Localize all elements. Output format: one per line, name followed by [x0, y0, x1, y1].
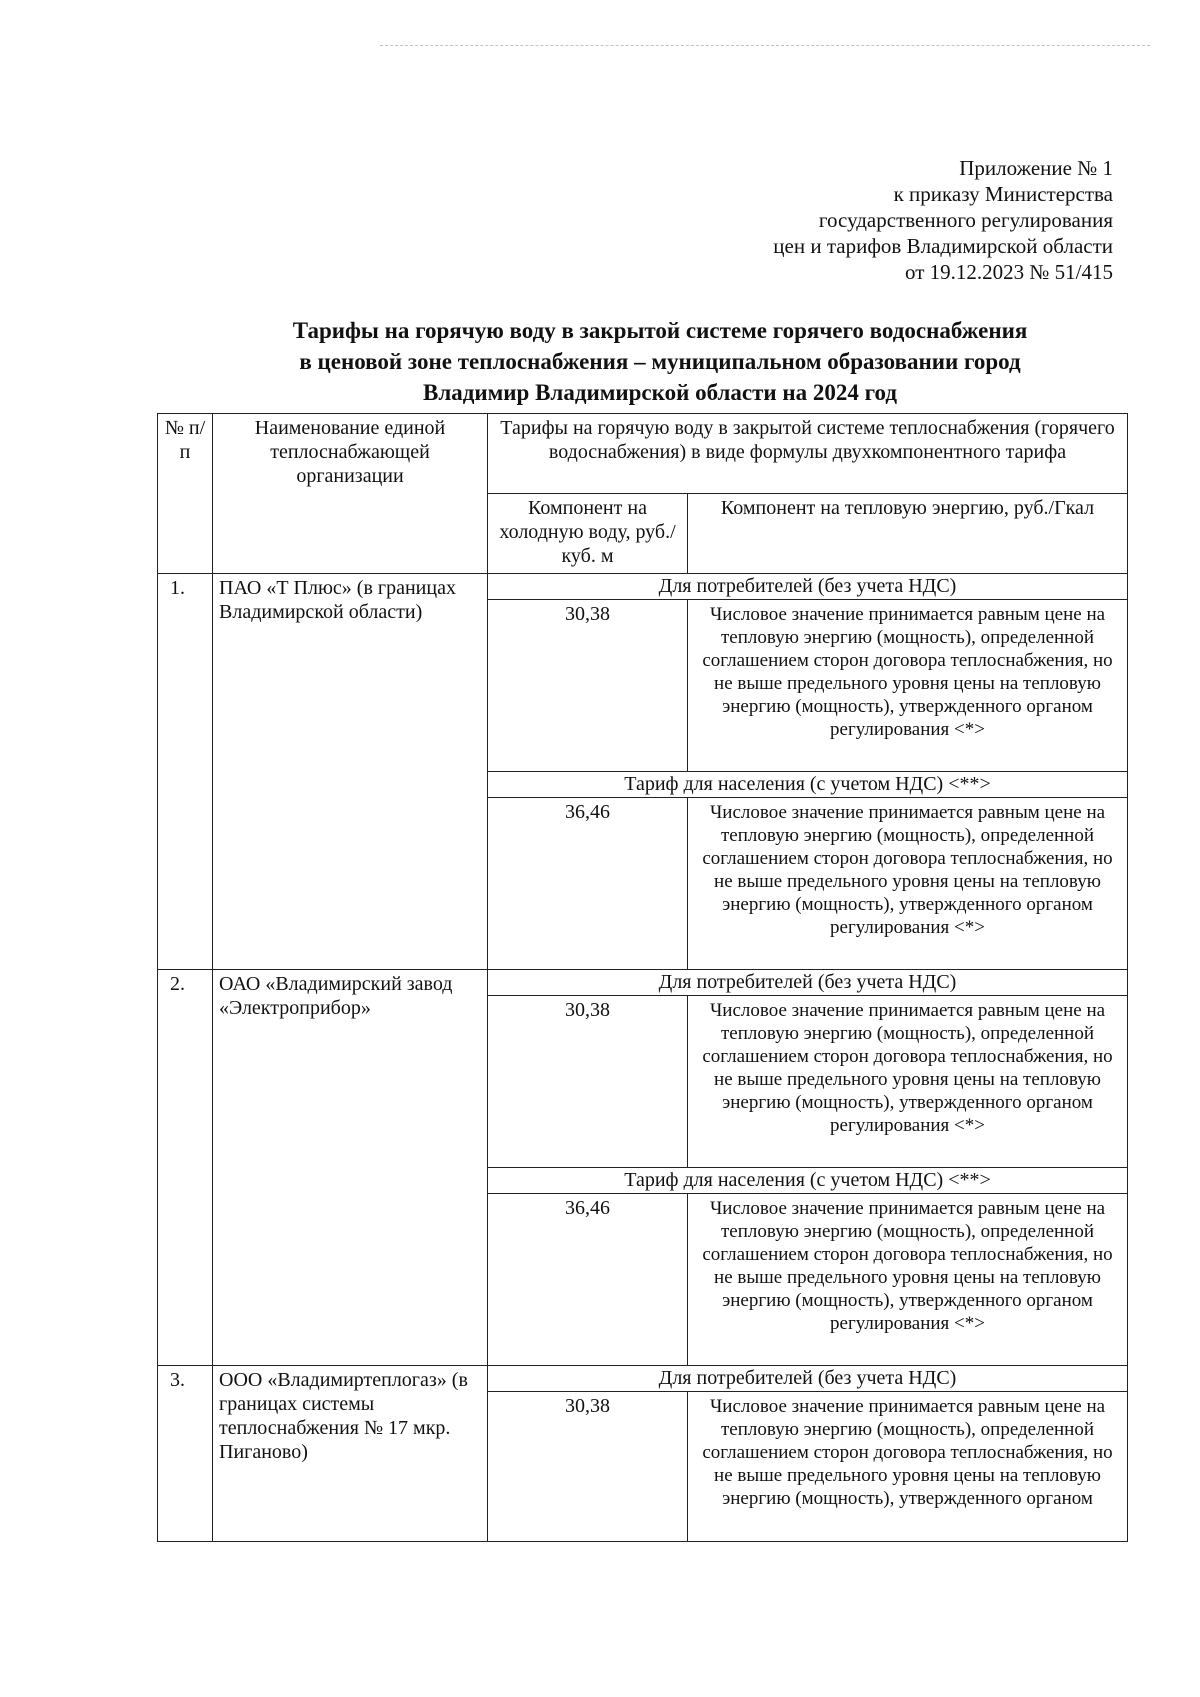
- row-organization: ООО «Владимиртеплогаз» (в границах системы теплоснабжения № 17 мкр. Пиганово): [213, 1366, 488, 1542]
- consumers-label: Для потребителей (без учета НДС): [488, 574, 1128, 600]
- header-org: Наименование единой теплоснабжающей организации: [213, 414, 488, 574]
- cold-water-value: 30,38: [488, 600, 688, 772]
- consumers-label: Для потребителей (без учета НДС): [488, 1366, 1128, 1392]
- heat-energy-description: Числовое значение принимается равным цене на тепловую энергию (мощность), определенной соглашением сторон договора теплоснабжения, но не выше предельного уровня цены на тепловую энергию (мощность), утвержденного органом регулирования <*>: [688, 996, 1128, 1168]
- population-label: Тариф для населения (с учетом НДС) <**>: [488, 1168, 1128, 1194]
- header-tariff: Тарифы на горячую воду в закрытой системе теплоснабжения (горячего водоснабжения) в виде формулы двухкомпонентного тарифа: [488, 414, 1128, 494]
- appendix-line-2: к приказу Министерства: [893, 182, 1113, 206]
- row-number: 2.: [158, 970, 213, 1366]
- document-title: [160, 315, 1160, 408]
- heat-energy-description: Числовое значение принимается равным цене на тепловую энергию (мощность), определенной соглашением сторон договора теплоснабжения, но не выше предельного уровня цены на тепловую энергию (мощность), утвержденного органом: [688, 1392, 1128, 1542]
- header-num: № п/п: [158, 414, 213, 574]
- cold-water-value: 36,46: [488, 1194, 688, 1366]
- table-row: [158, 1366, 1128, 1392]
- table-row: [158, 574, 1128, 600]
- heat-energy-description: Числовое значение принимается равным цене на тепловую энергию (мощность), определенной соглашением сторон договора теплоснабжения, но не выше предельного уровня цены на тепловую энергию (мощность), утвержденного органом регулирования <*>: [688, 1194, 1128, 1366]
- cold-water-value: 30,38: [488, 996, 688, 1168]
- appendix-line-5: от 19.12.2023 № 51/415: [904, 260, 1113, 284]
- tariffs-table: [157, 413, 1128, 1542]
- population-label: Тариф для населения (с учетом НДС) <**>: [488, 772, 1128, 798]
- cold-water-value: 36,46: [488, 798, 688, 970]
- row-organization: ОАО «Владимирский завод «Электроприбор»: [213, 970, 488, 1366]
- appendix-line-4: цен и тарифов Владимирской области: [773, 234, 1113, 258]
- row-organization: ПАО «Т Плюс» (в границах Владимирской области): [213, 574, 488, 970]
- appendix-reference: [773, 155, 1113, 285]
- appendix-line-3: государственного регулирования: [818, 208, 1113, 232]
- appendix-line-1: Приложение № 1: [959, 156, 1113, 180]
- cold-water-value: 30,38: [488, 1392, 688, 1542]
- table-row: [158, 970, 1128, 996]
- consumers-label: Для потребителей (без учета НДС): [488, 970, 1128, 996]
- row-number: 3.: [158, 1366, 213, 1542]
- scan-artifact-line: [380, 45, 1150, 46]
- title-line-2: в ценовой зоне теплоснабжения – муниципальном образовании город: [299, 349, 1021, 374]
- header-heat-component: Компонент на тепловую энергию, руб./Гкал: [688, 494, 1128, 574]
- title-line-3: Владимир Владимирской области на 2024 год: [422, 380, 898, 405]
- table-header-row: [158, 414, 1128, 494]
- header-cold-component: Компонент на холодную воду, руб./куб. м: [488, 494, 688, 574]
- heat-energy-description: Числовое значение принимается равным цене на тепловую энергию (мощность), определенной соглашением сторон договора теплоснабжения, но не выше предельного уровня цены на тепловую энергию (мощность), утвержденного органом регулирования <*>: [688, 600, 1128, 772]
- heat-energy-description: Числовое значение принимается равным цене на тепловую энергию (мощность), определенной соглашением сторон договора теплоснабжения, но не выше предельного уровня цены на тепловую энергию (мощность), утвержденного органом регулирования <*>: [688, 798, 1128, 970]
- row-number: 1.: [158, 574, 213, 970]
- title-line-1: Тарифы на горячую воду в закрытой системе горячего водоснабжения: [292, 318, 1028, 343]
